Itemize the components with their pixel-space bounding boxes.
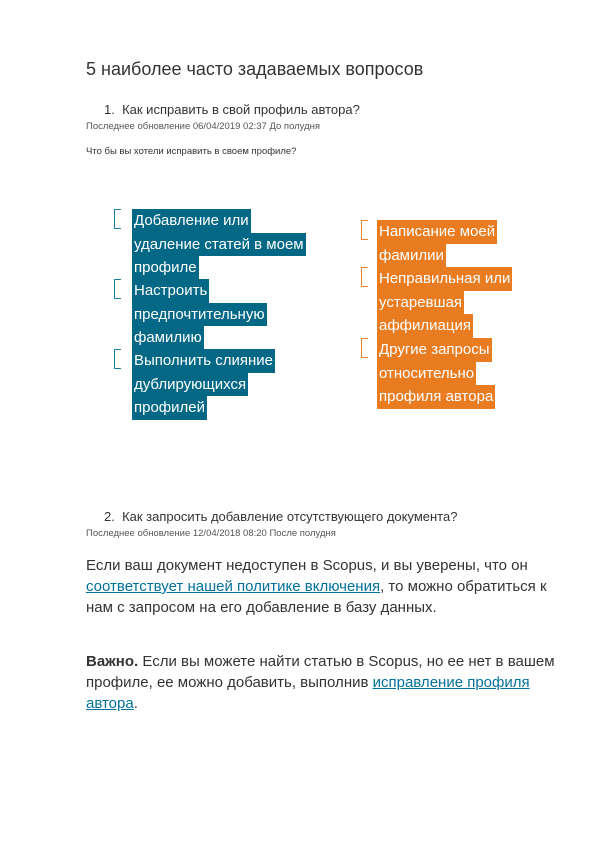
q2-paragraph-1 (86, 555, 556, 618)
q2-paragraph-2 (86, 651, 556, 714)
text: Если ваш документ недоступен в Scopus, и вы уверены, что он (86, 557, 528, 574)
q2-heading (104, 509, 457, 524)
option-line: предпочтительную (132, 303, 267, 327)
option-line: профилей (132, 396, 207, 420)
option-line: аффилиация (377, 314, 473, 338)
q2-last-updated: Последнее обновление 12/04/2018 08:20 После полудня (86, 528, 336, 539)
q1-title: Как исправить в свой профиль автора? (122, 102, 360, 117)
q1-subtitle: Что бы вы хотели исправить в своем профиле? (86, 146, 297, 157)
option-line: Выполнить слияние (132, 349, 275, 373)
bracket-icon (361, 338, 368, 358)
important-label: Важно. (86, 653, 139, 670)
bracket-icon (114, 349, 121, 369)
option-line: Написание моей (377, 220, 497, 244)
option-line: фамилии (377, 244, 446, 268)
option-line: Другие запросы (377, 338, 492, 362)
option-line: удаление статей в моем (132, 233, 306, 257)
text: , то можно обратиться к нам с запросом на его добавление в базу данных. (86, 578, 547, 616)
page-title: 5 наиболее часто задаваемых вопросов (86, 59, 424, 79)
option-line: устаревшая (377, 291, 464, 315)
q1-heading (104, 102, 360, 117)
text: . (133, 695, 138, 712)
q1-last-updated: Последнее обновление 06/04/2019 02:37 До полудня (86, 121, 321, 132)
option-line: Добавление или (132, 209, 251, 233)
text: Если вы можете найти статью в Scopus, но ее нет в вашем профиле, ее можно добавить, выполнив (86, 653, 555, 691)
bracket-icon (114, 279, 121, 299)
option-line: профиле (132, 256, 199, 280)
bracket-icon (361, 267, 368, 287)
q2-number: 2. (104, 509, 115, 524)
option-line: профиля автора (377, 385, 495, 409)
inclusion-policy-link[interactable]: соответствует нашей политике включения (86, 578, 381, 595)
option-line: Неправильная или (377, 267, 512, 291)
option-line: фамилию (132, 326, 204, 350)
q2-title: Как запросить добавление отсутствующего документа? (122, 509, 458, 524)
q1-number: 1. (104, 102, 115, 117)
author-profile-correction-link[interactable]: исправление профиля автора (86, 674, 530, 712)
option-line: относительно (377, 362, 476, 386)
option-line: Настроить (132, 279, 209, 303)
bracket-icon (361, 220, 368, 240)
option-line: дублирующихся (132, 373, 248, 397)
bracket-icon (114, 209, 121, 229)
